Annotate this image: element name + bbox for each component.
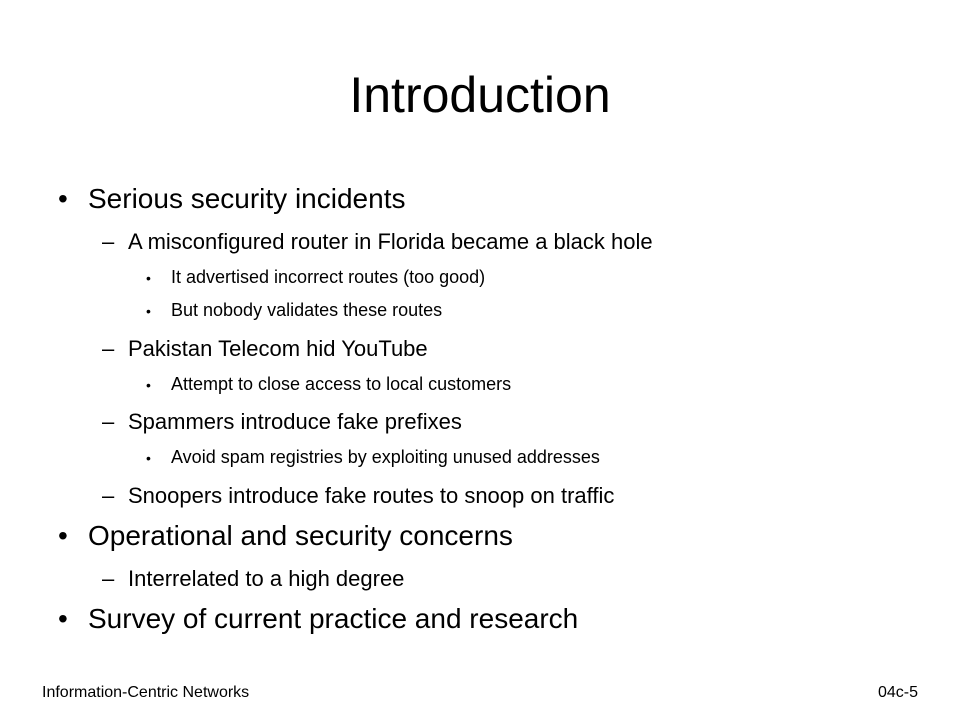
sub-bullet-text: Snoopers introduce fake routes to snoop on traffic [128,483,615,508]
bullet-icon: • [146,377,151,393]
slide-title: Introduction [349,67,611,123]
sub-bullet-text: Spammers introduce fake prefixes [128,409,462,434]
bullet-icon: • [146,303,151,319]
sub-sub-bullet-text: Attempt to close access to local customers [171,374,512,394]
bullet-icon: • [58,183,68,214]
bullet-text: Survey of current practice and research [88,603,579,634]
sub-bullet-text: Pakistan Telecom hid YouTube [128,336,428,361]
sub-sub-bullet-text: Avoid spam registries by exploiting unused addresses [171,447,600,467]
bullet-icon: • [58,520,68,551]
sub-sub-bullet-text: It advertised incorrect routes (too good) [171,267,486,287]
dash-icon: – [102,483,115,508]
dash-icon: – [102,566,115,591]
dash-icon: – [102,409,115,434]
bullet-icon: • [58,603,68,634]
footer-slide-number: 04c-5 [877,684,918,701]
dash-icon: – [102,336,115,361]
sub-sub-bullet-text: But nobody validates these routes [171,300,443,320]
sub-bullet-text: A misconfigured router in Florida became a black hole [128,229,653,254]
bullet-icon: • [146,450,151,466]
footer-course-name: Information-Centric Networks [42,684,250,701]
dash-icon: – [102,229,115,254]
bullet-text: Serious security incidents [88,183,406,214]
bullet-icon: • [146,270,151,286]
sub-bullet-text: Interrelated to a high degree [128,566,405,591]
bullet-text: Operational and security concerns [88,520,513,551]
